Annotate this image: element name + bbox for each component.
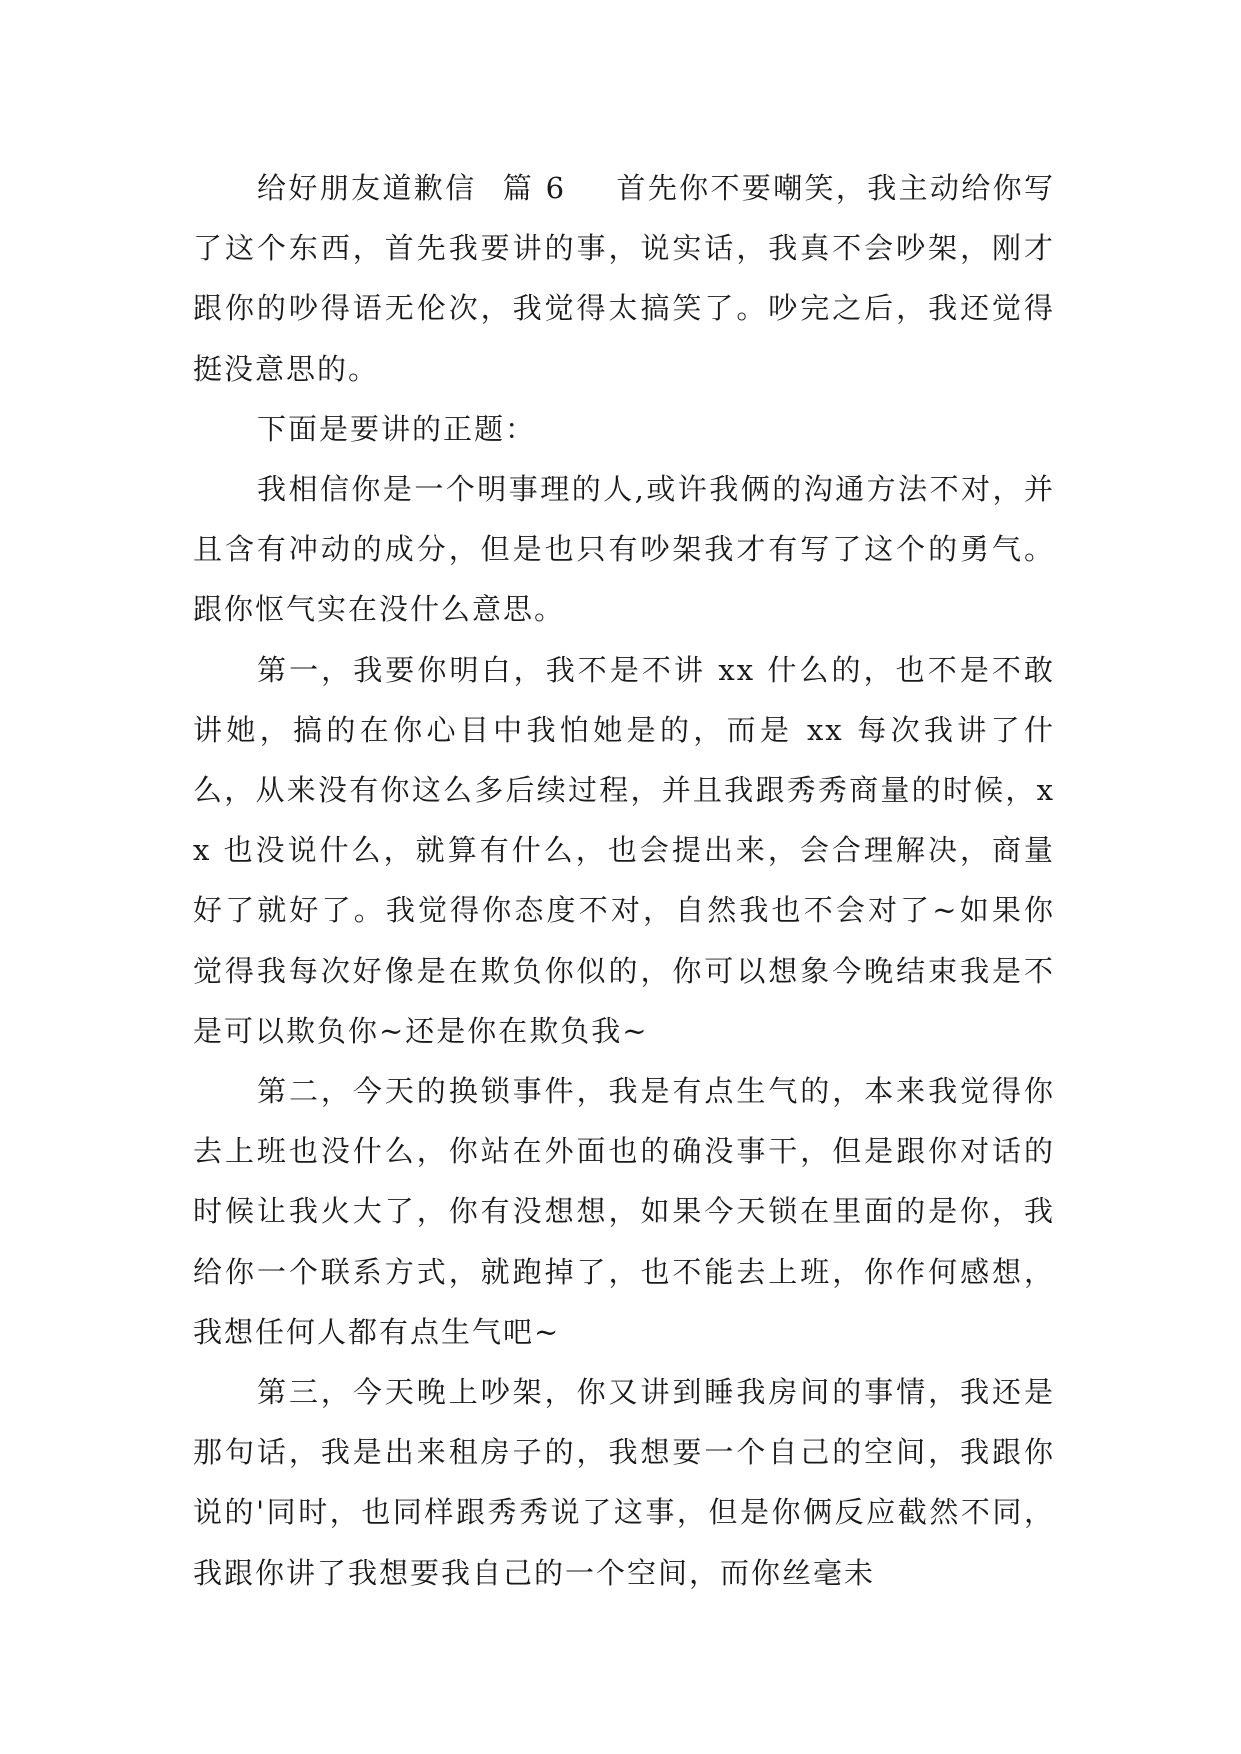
- paragraph: 第二，今天的换锁事件，我是有点生气的，本来我觉得你去上班也没什么，你站在外面也的确没事干，但是跟你对话的时候让我火大了，你有没想想，如果今天锁在里面的是你，我给你一个联系方式，就跑掉了，也不能去上班，你作何感想，我想任何人都有点生气吧~: [193, 1074, 1055, 1349]
- document-title: 给好朋友道歉信: [257, 171, 477, 205]
- paragraph: 下面是要讲的正题：: [257, 411, 537, 446]
- paragraph: 我相信你是一个明事理的人,或许我俩的沟通方法不对，并且含有冲动的成分，但是也只有吵架我才有写了这个的勇气。跟你怄气实在没什么意思。: [193, 472, 1055, 627]
- heading-paragraph: [193, 158, 1055, 399]
- paragraph: 第一，我要你明白，我不是不讲 xx 什么的，也不是不敢讲她，搞的在你心目中我怕她是的，而是 xx 每次我讲了什么，从来没有你这么多后续过程，并且我跟秀秀商量的时候，xx 也没说什么，就算有什么，也会提出来，会合理解决，商量好了就好了。我觉得你态度不对，自然我也不会对了~如果你觉得我每次好像是在欺负你似的，你可以想象今晚结束我是不是可以欺负你~还是你在欺负我~: [193, 652, 1055, 1048]
- section-label: 篇 6: [502, 171, 567, 205]
- opening-text: 首先你不要嘲笑，我主动给你写了这个东西，首先我要讲的事，说实话，我真不会吵架，刚才跟你的吵得语无伦次，我觉得太搞笑了。吵完之后，我还觉得挺没意思的。: [193, 171, 1055, 386]
- paragraph: 第三，今天晚上吵架，你又讲到睡我房间的事情，我还是那句话，我是出来租房子的，我想要一个自己的空间，我跟你说的'同时，也同样跟秀秀说了这事，但是你俩反应截然不同，我跟你讲了我想要我自己的一个空间，而你丝毫未: [193, 1375, 1055, 1590]
- document-body: [193, 158, 1055, 1603]
